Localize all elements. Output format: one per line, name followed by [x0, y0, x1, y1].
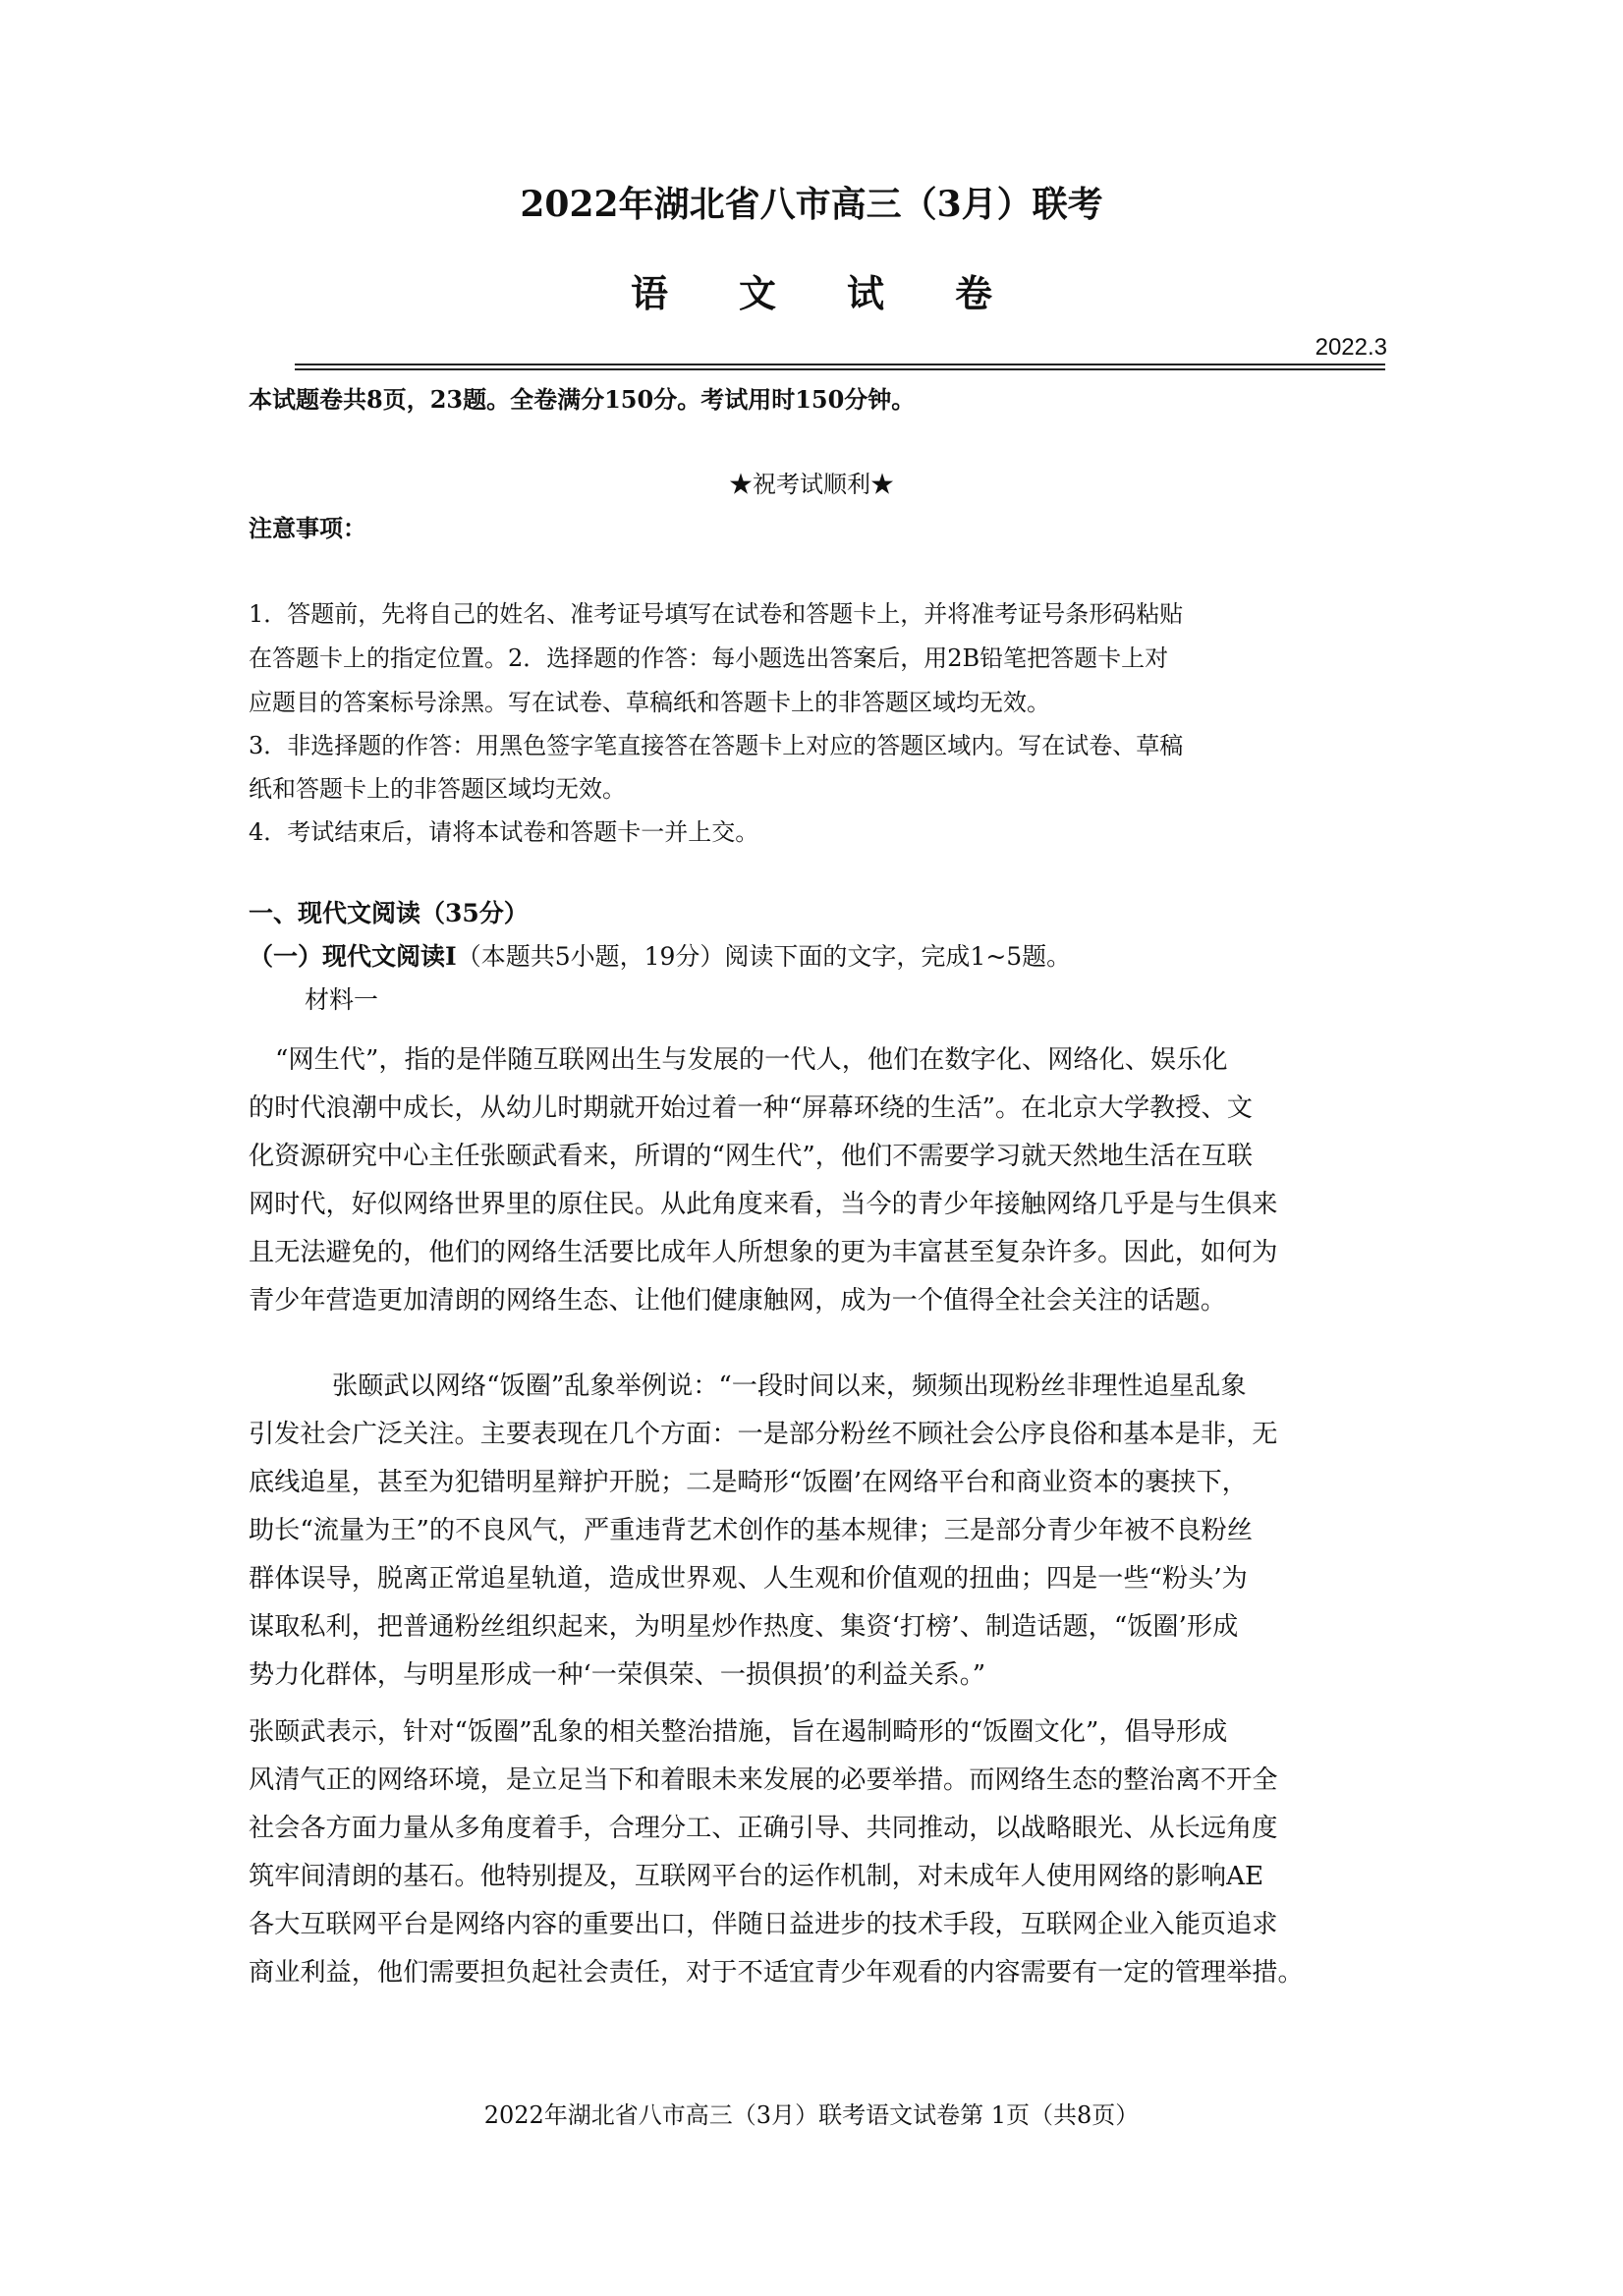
header-rule-bottom [295, 368, 1385, 370]
body-line: 青少年营造更加清朗的网络生态、让他们健康触网，成为一个值得全社会关注的话题。 [249, 1286, 1227, 1316]
exam-intro: 本试题卷共8页，23题。全卷满分150分。考试用时150分钟。 [249, 385, 916, 414]
body-line: 风清气正的网络环境，是立足当下和着眼未来发展的必要举措。而网络生态的整治离不开全 [249, 1765, 1278, 1795]
subsection-instruction: （本题共5小题，19分）阅读下面的文字，完成1~5题。 [456, 942, 1072, 971]
body-line: 势力化群体，与明星形成一种‘一荣俱荣、一损俱损’的利益关系。” [249, 1660, 986, 1690]
body-line: 引发社会广泛关注。主要表现在几个方面：一是部分粉丝不顾社会公序良俗和基本是非，无 [249, 1420, 1278, 1449]
body-line: 底线追星，甚至为犯错明星辩护开脱；二是畸形“饭圈’在网络平台和商业资本的裹挟下， [249, 1468, 1248, 1497]
section-heading: 一、现代文阅读（35分） [249, 899, 529, 927]
subsection-label: （一）现代文阅读Ⅰ [249, 942, 457, 971]
good-luck-wish: ★祝考试顺利★ [729, 471, 894, 498]
body-line: 的时代浪潮中成长，从幼儿时期就开始过着一种“屏幕环绕的生活”。在北京大学教授、文 [249, 1093, 1253, 1123]
exam-subtitle: 语文试卷 [630, 271, 1063, 315]
notice-line: 在答题卡上的指定位置。2．选择题的作答：每小题选出答案后，用2B铅笔把答题卡上对 [249, 644, 1169, 672]
body-line: 谋取私利，把普通粉丝组织起来，为明星炒作热度、集资‘打榜’、制造话题，“饭圈’形成 [249, 1612, 1239, 1642]
header-rule-top [295, 364, 1385, 365]
body-line: 张颐武以网络“饭圈”乱象举例说：“一段时间以来，频频出现粉丝非理性追星乱象 [332, 1372, 1247, 1401]
exam-date: 2022.3 [1315, 334, 1387, 361]
body-line: “网生代”，指的是伴随互联网出生与发展的一代人，他们在数字化、网络化、娱乐化 [275, 1045, 1228, 1075]
body-line: 助长“流量为王”的不良风气，严重违背艺术创作的基本规律；三是部分青少年被不良粉丝 [249, 1516, 1253, 1545]
body-line: 社会各方面力量从多角度着手，合理分工、正确引导、共同推动，以战略眼光、从长远角度 [249, 1814, 1278, 1843]
subsection-heading [249, 937, 1071, 973]
body-line: 各大互联网平台是网络内容的重要出口，伴随日益进步的技术手段，互联网企业入能页追求 [249, 1910, 1278, 1939]
notice-line: 1．答题前，先将自己的姓名、准考证号填写在试卷和答题卡上，并将准考证号条形码粘贴 [249, 600, 1184, 628]
notice-line: 应题目的答案标号涂黑。写在试卷、草稿纸和答题卡上的非答题区域均无效。 [249, 689, 1050, 716]
material-label: 材料一 [305, 985, 379, 1014]
body-line: 网时代，好似网络世界里的原住民。从此角度来看，当今的青少年接触网络几乎是与生俱来 [249, 1190, 1278, 1219]
notice-line: 3．非选择题的作答：用黑色签字笔直接答在答题卡上对应的答题区域内。写在试卷、草稿 [249, 732, 1184, 759]
exam-title: 2022年湖北省八市高三（3月）联考 [520, 184, 1103, 225]
page-footer: 2022年湖北省八市高三（3月）联考语文试卷第 1页（共8页） [483, 2101, 1140, 2129]
body-line: 且无法避免的，他们的网络生活要比成年人所想象的更为丰富甚至复杂许多。因此，如何为 [249, 1238, 1278, 1267]
body-line: 张颐武表示，针对“饭圈”乱象的相关整治措施，旨在遏制畸形的“饭圈文化”，倡导形成 [249, 1717, 1228, 1747]
body-line: 群体误导，脱离正常追星轨道，造成世界观、人生观和价值观的扭曲；四是一些“粉头’为 [249, 1564, 1248, 1594]
notice-line: 纸和答题卡上的非答题区域均无效。 [249, 775, 626, 803]
body-line: 化资源研究中心主任张颐武看来，所谓的“网生代”，他们不需要学习就天然地生活在互联 [249, 1142, 1253, 1171]
notice-title: 注意事项： [249, 514, 366, 542]
body-line: 商业利益，他们需要担负起社会责任，对于不适宜青少年观看的内容需要有一定的管理举措。 [249, 1958, 1304, 1988]
body-line: 筑牢间清朗的基石。他特别提及，互联网平台的运作机制，对未成年人使用网络的影响AE [249, 1862, 1264, 1891]
notice-line: 4．考试结束后，请将本试卷和答题卡一并上交。 [249, 818, 759, 846]
